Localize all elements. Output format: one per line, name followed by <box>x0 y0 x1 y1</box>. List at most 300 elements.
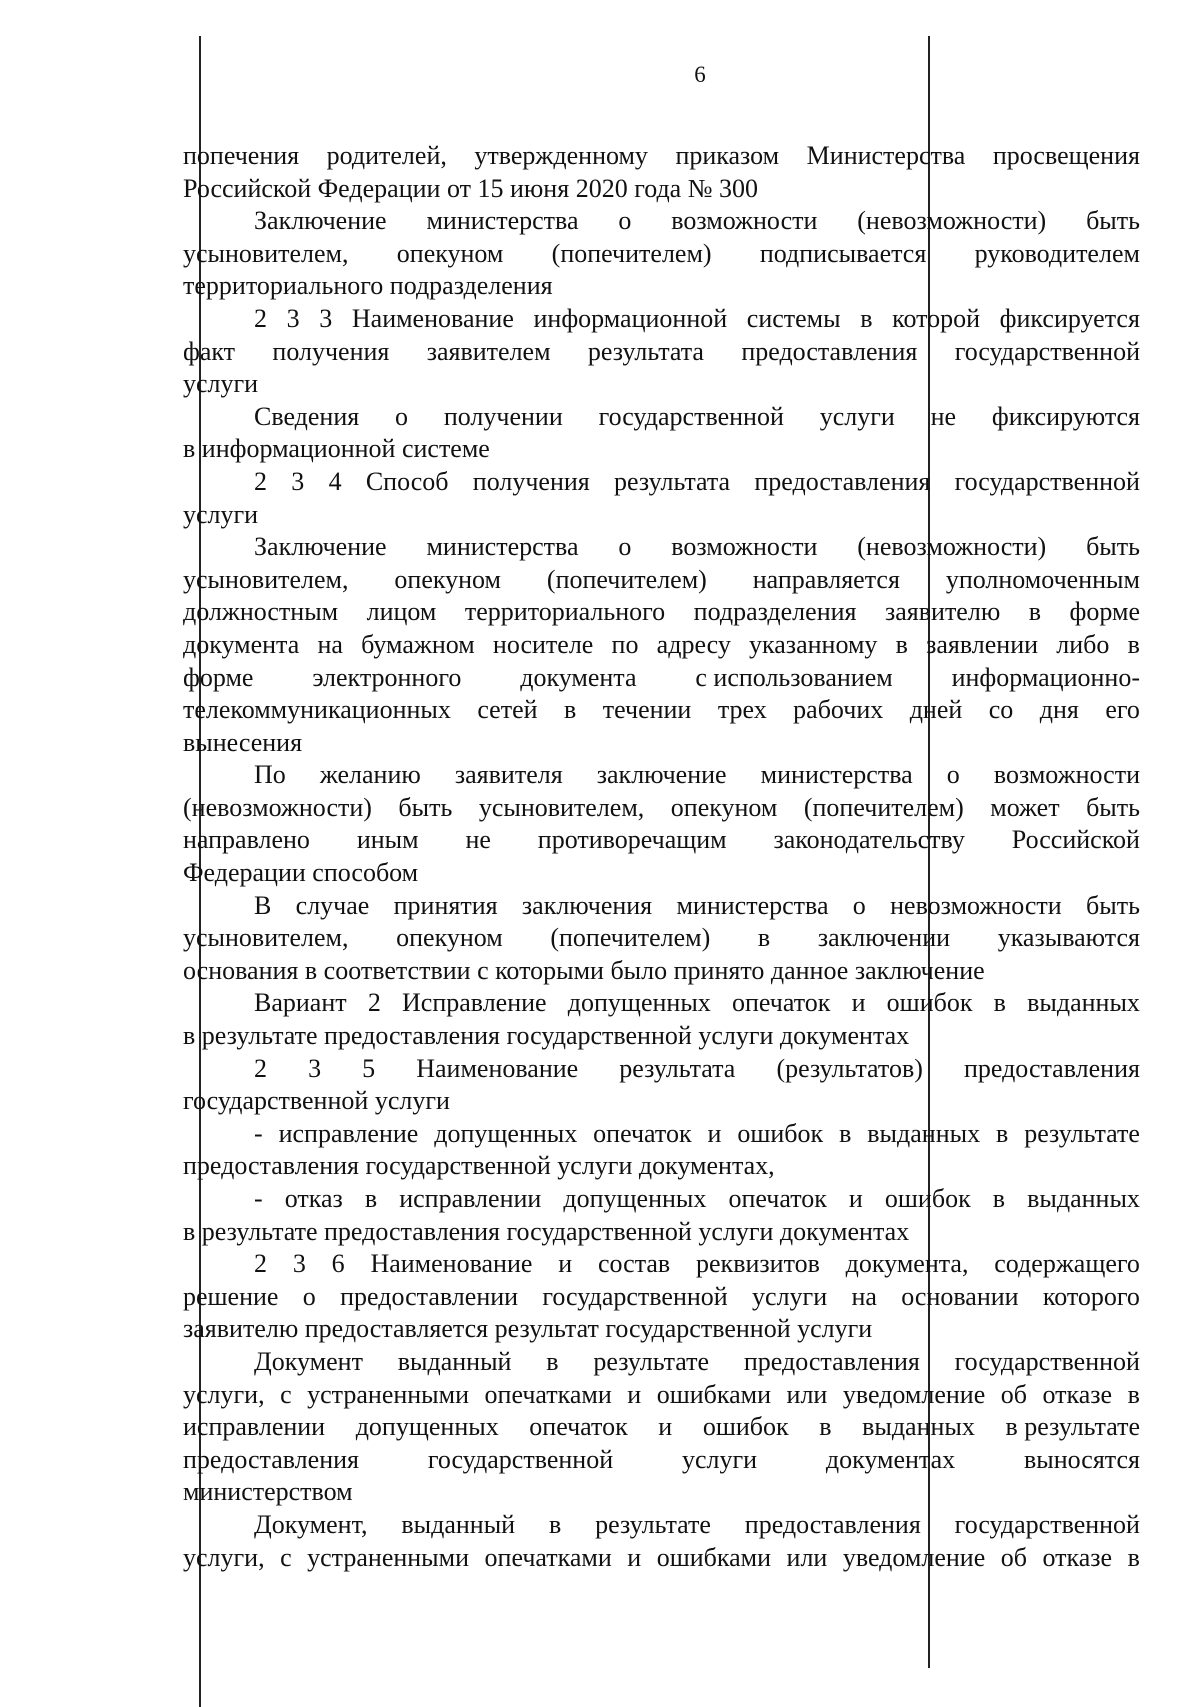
word: заключения <box>521 890 653 920</box>
text-line <box>183 1411 1140 1444</box>
text-line <box>183 564 1140 597</box>
word: способом <box>312 858 419 888</box>
word: документа <box>520 662 637 692</box>
word: лицом <box>366 597 437 627</box>
word: получении <box>443 401 563 431</box>
word: государственной <box>542 1281 728 1311</box>
text-line <box>183 1183 1140 1216</box>
word: опечатками <box>484 1542 612 1572</box>
word: ошибок <box>737 1118 824 1148</box>
word: Российской <box>1011 825 1140 855</box>
word: в <box>364 1184 378 1213</box>
text-line <box>183 433 1140 466</box>
word: устраненными <box>307 1542 470 1572</box>
word: и <box>851 988 866 1018</box>
word: дней <box>909 695 963 725</box>
word: основания <box>183 955 299 985</box>
word: опечаток <box>728 1184 827 1213</box>
word: в <box>996 1118 1009 1148</box>
word: Документ <box>254 1346 363 1376</box>
text-line <box>183 1542 1140 1575</box>
word: принятия <box>393 890 498 920</box>
word: с <box>477 955 489 985</box>
word: услуги <box>681 1444 758 1474</box>
word: 300 <box>719 173 759 203</box>
word: усыновителем, <box>183 923 349 953</box>
word: в <box>993 988 1006 1018</box>
text-line <box>183 1476 1140 1509</box>
text-line <box>183 173 1140 206</box>
word: получения <box>272 336 390 366</box>
word: усыновителем, <box>478 792 645 822</box>
word: на <box>851 1281 877 1311</box>
word: приказом <box>675 141 780 170</box>
word: течении <box>602 695 692 725</box>
text-line <box>183 890 1140 923</box>
text-line <box>183 1150 1140 1183</box>
text-line <box>183 1379 1140 1412</box>
word: устраненными <box>307 1379 470 1409</box>
word: услуги <box>557 1151 633 1181</box>
word: 2020 <box>575 173 628 203</box>
word: системы <box>746 303 841 333</box>
word: дня <box>1039 695 1079 725</box>
word: предоставления <box>754 466 931 496</box>
word: принято <box>673 955 765 985</box>
word: (невозможности) <box>857 532 1047 562</box>
text-line <box>183 759 1140 792</box>
word: или <box>786 1379 828 1409</box>
word: и <box>627 1379 642 1409</box>
word: уполномоченным <box>945 564 1140 594</box>
word: предоставляется <box>304 1314 489 1344</box>
word: предоставления <box>183 1151 359 1181</box>
word: услуги <box>698 1216 774 1246</box>
word: государственной <box>954 336 1140 366</box>
word: опекуном <box>396 238 504 268</box>
word: государственной <box>506 1021 692 1051</box>
word: (попечителем) <box>550 923 711 953</box>
word: опекуном <box>670 792 778 822</box>
word: услуги <box>183 499 259 529</box>
word: 15 <box>477 173 504 203</box>
word: (попечителем) <box>803 792 964 822</box>
word: 3 <box>292 1249 306 1279</box>
word: опечаток <box>529 1412 628 1442</box>
word: случае <box>295 890 370 920</box>
word: решение <box>183 1281 279 1311</box>
word: и <box>848 1184 863 1213</box>
word: направлено <box>183 825 310 855</box>
word: адресу <box>656 629 731 659</box>
word: документах, <box>638 1151 775 1181</box>
word: 6 <box>331 1249 345 1279</box>
word: должностным <box>183 597 339 627</box>
word: которой <box>892 303 981 333</box>
word: (результатов) <box>776 1053 923 1083</box>
word: результата <box>614 466 731 496</box>
word: и <box>627 1542 642 1572</box>
text-line <box>183 1248 1140 1281</box>
word: в <box>757 923 771 953</box>
word: возможности <box>671 532 818 562</box>
word: документах <box>779 1021 910 1051</box>
word: с использованием <box>695 662 893 692</box>
word: усыновителем, <box>183 238 349 268</box>
word: и <box>707 1118 722 1148</box>
text-line <box>183 531 1140 564</box>
word: в <box>1127 629 1140 659</box>
word: 2 <box>254 1053 267 1083</box>
word: Наименование <box>370 1249 533 1279</box>
word: выданных <box>1027 988 1140 1018</box>
word: в <box>183 434 196 464</box>
word: опечаток <box>593 1118 692 1148</box>
word: территориального <box>183 271 384 301</box>
word: (попечителем) <box>551 238 712 268</box>
word: заявителем <box>426 336 551 366</box>
word: услуги <box>374 1086 450 1116</box>
word: от <box>446 173 471 203</box>
word: предоставления <box>963 1053 1140 1083</box>
text-line <box>183 336 1140 369</box>
word: заключение <box>854 955 985 985</box>
word: законодательству <box>773 825 965 855</box>
word: направляется <box>752 564 900 594</box>
word: допущенных <box>567 988 711 1018</box>
word: уведомление <box>842 1542 986 1572</box>
word: быть <box>1086 792 1140 822</box>
word: в <box>549 1509 562 1539</box>
word: в <box>1127 1542 1140 1572</box>
word: допущенных <box>355 1412 499 1442</box>
word: его <box>1105 695 1140 725</box>
word: ошибок <box>702 1412 789 1442</box>
word: попечения <box>183 141 300 170</box>
word: исправлении <box>399 1184 542 1213</box>
word: утвержденному <box>474 141 648 170</box>
word: рабочих <box>793 695 884 725</box>
word: допущенных <box>563 1184 707 1213</box>
text-line <box>183 466 1140 499</box>
word: в <box>895 629 908 659</box>
word: о <box>395 401 409 431</box>
word: не <box>465 825 491 855</box>
word: результате <box>201 1216 318 1246</box>
word: По <box>254 760 286 790</box>
word: услуги <box>819 401 895 431</box>
word: 2 <box>367 988 381 1018</box>
word: заявителю <box>884 597 1001 627</box>
word: состав <box>597 1249 671 1279</box>
word: государственной <box>954 1346 1140 1376</box>
word: услуги <box>183 369 259 399</box>
word: со <box>988 695 1014 725</box>
word: результата <box>619 1053 736 1083</box>
word: либо <box>1056 629 1110 659</box>
word: исправлении <box>183 1412 326 1442</box>
word: 3 <box>286 303 300 333</box>
word: получения <box>472 466 590 496</box>
word: В <box>254 890 272 920</box>
word: ошибками <box>656 1542 772 1572</box>
word: предоставления <box>324 1216 500 1246</box>
word: министерства <box>760 760 913 790</box>
word: предоставлении <box>340 1281 519 1311</box>
text-line <box>183 987 1140 1020</box>
text-line <box>183 1346 1140 1379</box>
word: или <box>786 1542 828 1572</box>
word: желанию <box>319 760 421 790</box>
word: Исправление <box>402 988 547 1018</box>
word: опекуном <box>394 564 501 594</box>
word: выносятся <box>1023 1444 1140 1474</box>
word: в <box>1127 1379 1140 1409</box>
text-line <box>183 662 1140 695</box>
word: в <box>992 1184 1006 1213</box>
text-line <box>183 303 1140 336</box>
word: подразделения <box>389 271 553 301</box>
word: 3 <box>319 303 333 333</box>
word: 2 <box>254 1249 267 1279</box>
word: основании <box>901 1281 1019 1311</box>
word: Федерации <box>183 858 306 888</box>
word: документа <box>183 629 300 659</box>
word: отказе <box>1042 1379 1113 1409</box>
word: отказ <box>284 1184 343 1213</box>
word: предоставления <box>324 1021 500 1051</box>
word: (попечителем) <box>546 564 707 594</box>
word: 4 <box>328 466 342 496</box>
word: министерства <box>426 532 579 562</box>
word: в <box>183 1216 196 1246</box>
text-line <box>183 140 1140 173</box>
word: уведомление <box>842 1379 986 1409</box>
word: может <box>990 792 1060 822</box>
word: в <box>304 955 318 985</box>
text-line <box>183 922 1140 955</box>
text-line <box>183 1216 1140 1249</box>
word: документах <box>825 1444 956 1474</box>
word: допущенных <box>434 1118 578 1148</box>
word: Документ, <box>254 1509 368 1539</box>
word: в <box>1028 597 1042 627</box>
text-line <box>183 1509 1140 1542</box>
body-text <box>183 140 1140 1574</box>
word: с <box>280 1542 292 1572</box>
word: в <box>546 1346 559 1376</box>
word: с <box>280 1379 292 1409</box>
word: результат <box>494 1314 599 1344</box>
word: информационно- <box>951 662 1140 692</box>
word: форме <box>1069 597 1140 627</box>
word: 5 <box>362 1053 376 1083</box>
word: государственной <box>954 1509 1140 1539</box>
word: опечаток <box>731 988 831 1018</box>
word: опекуном <box>396 923 503 953</box>
word: быть <box>1086 890 1140 920</box>
word: 2 <box>254 466 267 496</box>
text-line <box>183 629 1140 662</box>
word: ошибок <box>886 988 973 1018</box>
word: форме <box>183 662 254 692</box>
word: услуги, <box>183 1542 265 1572</box>
text-line <box>183 1020 1140 1053</box>
text-line <box>183 270 1140 303</box>
word: выданных <box>1027 1184 1140 1213</box>
word: результате <box>593 1346 710 1376</box>
word: информационной <box>533 303 728 333</box>
word: было <box>610 955 668 985</box>
word: о <box>618 532 632 562</box>
word: услуги <box>698 1021 774 1051</box>
word: 3 <box>291 466 305 496</box>
word: Наименование <box>351 303 514 333</box>
word: Федерации <box>317 173 441 203</box>
word: данное <box>770 955 849 985</box>
text-line <box>183 955 1140 988</box>
word: Наименование <box>416 1053 579 1083</box>
text-line <box>183 1085 1140 1118</box>
text-line <box>183 1281 1140 1314</box>
word: предоставления <box>744 1509 921 1539</box>
text-line <box>183 1053 1140 1086</box>
text-line <box>183 238 1140 271</box>
word: о <box>852 890 866 920</box>
word: (невозможности) <box>183 792 372 822</box>
word: факт <box>183 336 236 366</box>
word: государственной <box>954 466 1140 496</box>
word: результате <box>595 1509 711 1539</box>
word: не <box>930 401 957 431</box>
word: носителе <box>492 629 594 659</box>
word: министерства <box>426 206 579 236</box>
text-line <box>183 1118 1140 1151</box>
text-line <box>183 368 1140 401</box>
word: о <box>946 760 960 790</box>
word: Министерства <box>806 141 966 170</box>
word: подписывается <box>759 238 927 268</box>
word: указываются <box>997 923 1140 953</box>
word: государственной <box>427 1444 614 1474</box>
word: на <box>317 629 343 659</box>
text-line <box>183 727 1140 760</box>
word: электронного <box>312 662 462 692</box>
word: заявителю <box>183 1314 299 1344</box>
word: заключении <box>817 923 951 953</box>
text-line <box>183 205 1140 238</box>
word: и <box>658 1412 673 1442</box>
word: родителей, <box>326 141 447 170</box>
word: (невозможности) <box>857 206 1047 236</box>
word: соответствии <box>323 955 471 985</box>
word: которыми <box>495 955 604 985</box>
text-line <box>183 1313 1140 1346</box>
word: содержащего <box>994 1249 1140 1279</box>
word: - <box>254 1118 263 1148</box>
word: заявителя <box>454 760 563 790</box>
word: и <box>558 1249 573 1279</box>
word: государственной <box>598 401 784 431</box>
word: фиксируются <box>991 401 1140 431</box>
word: невозможности <box>890 890 1062 920</box>
word: бумажном <box>361 629 475 659</box>
word: года <box>634 173 682 203</box>
word: быть <box>1086 532 1140 562</box>
word: министерства <box>676 890 829 920</box>
word: территориального <box>464 597 666 627</box>
text-line <box>183 1444 1140 1477</box>
word: информационной <box>201 434 396 464</box>
word: предоставления <box>741 336 918 366</box>
word: указанному <box>749 629 878 659</box>
word: возможности <box>993 760 1140 790</box>
word: выданных <box>862 1412 975 1442</box>
word: июня <box>509 173 570 203</box>
word: системе <box>401 434 490 464</box>
word: в <box>183 1021 196 1051</box>
word: быть <box>1086 206 1140 236</box>
word: заявлении <box>926 629 1039 659</box>
text-line <box>183 499 1140 532</box>
word: государственной <box>506 1216 692 1246</box>
word: государственной <box>183 1086 369 1116</box>
word: услуги <box>752 1281 828 1311</box>
word: возможности <box>671 206 818 236</box>
word: в результате <box>1005 1412 1140 1442</box>
word: результате <box>1024 1118 1140 1148</box>
word: в <box>860 303 873 333</box>
word: министерством <box>183 1477 353 1507</box>
word: которого <box>1042 1281 1140 1311</box>
word: результате <box>201 1021 318 1051</box>
word: - <box>254 1184 263 1213</box>
word: телекоммуникационных <box>183 695 451 725</box>
word: государственной <box>605 1314 791 1344</box>
word: исправление <box>278 1118 419 1148</box>
page-number: 6 <box>694 62 706 87</box>
word: просвещения <box>992 141 1140 170</box>
word: услуги, <box>183 1379 265 1409</box>
text-line <box>183 401 1140 434</box>
word: вынесения <box>183 727 303 757</box>
word: быть <box>398 792 453 822</box>
word: Заключение <box>254 206 387 236</box>
word: по <box>611 629 639 659</box>
word: Способ <box>365 466 449 496</box>
word: фиксируется <box>999 303 1140 333</box>
word: № <box>687 173 713 203</box>
word: выданный <box>397 1346 512 1376</box>
word: предоставления <box>183 1444 359 1474</box>
word: Сведения <box>254 401 360 431</box>
text-line <box>183 857 1140 890</box>
word: иным <box>356 825 419 855</box>
text-line <box>183 792 1140 825</box>
word: сетей <box>477 695 538 725</box>
word: о <box>302 1281 316 1311</box>
word: предоставления <box>743 1346 920 1376</box>
word: Заключение <box>254 532 387 562</box>
word: об <box>1000 1542 1027 1572</box>
word: о <box>618 206 632 236</box>
text-line <box>183 694 1140 727</box>
word: документах <box>779 1216 910 1246</box>
word: об <box>1000 1379 1027 1409</box>
word: усыновителем, <box>183 564 349 594</box>
word: 2 <box>254 303 267 333</box>
word: в <box>819 1412 832 1442</box>
